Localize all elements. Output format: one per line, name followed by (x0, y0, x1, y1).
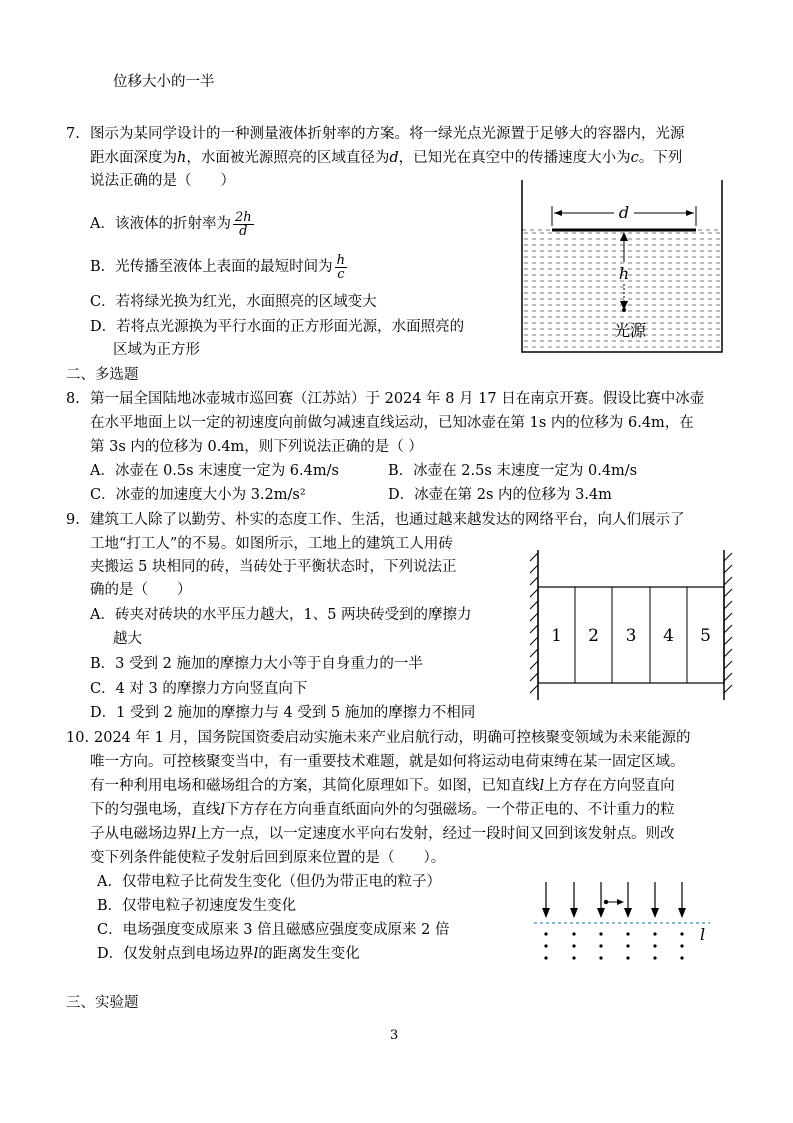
q9-option-a-cont: 越大 (113, 631, 142, 647)
fig-label-light-source: 光源 (613, 321, 647, 340)
light-source-point (622, 308, 626, 312)
q7-figure-container (516, 170, 731, 360)
q7-option-c: C．若将绿光换为红光，水面照亮的区域变大 (90, 294, 377, 310)
fig-label-d: d (618, 203, 630, 222)
q8-option-b: B．冰壶在 2.5s 末速度一定为 0.4m/s (388, 463, 638, 479)
particle (604, 900, 608, 904)
q7-number: 7. (66, 126, 80, 142)
q8-line3: 第 3s 内的位移为 0.4m，则下列说法正确的是（ ） (90, 439, 423, 455)
q10-option-c: C．电场强度变成原来 3 倍且磁感应强度变成原来 2 倍 (97, 922, 450, 938)
q7-line2: 距水面深度为h，水面被光源照亮的区域直径为d，已知光在真空中的传播速度大小为c。下列 (90, 150, 683, 166)
section-title-experiment: 三、实验题 (66, 995, 139, 1011)
q10-number: 10. (66, 730, 90, 746)
electric-field-lines (546, 882, 682, 912)
q9-number: 9. (66, 512, 80, 528)
brick-label-2: 2 (588, 626, 599, 646)
page-number: 3 (390, 1028, 399, 1043)
q7-option-b: B．光传播至液体上表面的最短时间为 $\frac{h}{c}$ (90, 252, 346, 282)
section-title-multiple-choice: 二、多选题 (66, 367, 139, 383)
q9-option-d: D．1 受到 2 施加的摩擦力与 4 受到 5 施加的摩擦力不相同 (90, 705, 476, 721)
q7-option-d-cont: 区域为正方形 (113, 342, 200, 358)
q8-number: 8. (66, 391, 80, 407)
q10-line2: 唯一方向。可控核聚变当中，有一重要技术难题，就是如何将运动电荷束缚在某一固定区域。 (90, 754, 685, 770)
q9-line1: 建筑工人除了以勤劳、朴实的态度工作、生活，也通过越来越发达的网络平台，向人们展示了 (90, 512, 685, 528)
q9-figure-container (528, 545, 743, 710)
q9-line3: 夹搬运 5 块相同的砖，当砖处于平衡状态时，下列说法正 (90, 559, 457, 575)
top-fragment: 位移大小的一半 (113, 74, 215, 90)
q7-line3: 说法正确的是（ ） (90, 173, 235, 189)
q10-line1: 2024 年 1 月，国务院国资委启动实施未来产业启航行动，明确可控核聚变领域为未来能源的 (94, 730, 691, 746)
q9-line4: 确的是（ ） (90, 582, 192, 598)
fig-label-h: h (618, 264, 630, 283)
q10-line6: 变下列条件能使粒子发射后回到原来位置的是（ ）。 (90, 850, 446, 866)
magnetic-field-dots (544, 932, 683, 959)
q8-option-c: C．冰壶的加速度大小为 3.2m/s² (90, 487, 306, 503)
q8-option-d: D．冰壶在第 2s 内的位移为 3.4m (388, 487, 612, 503)
q8-line2: 在水平地面上以一定的初速度向前做匀减速直线运动，已知冰壶在第 1s 内的位移为 6.4m，在 (90, 415, 694, 431)
brick-label-5: 5 (700, 626, 711, 646)
q7-option-a: A．该液体的折射率为 $\frac{2h}{d}$ (90, 209, 252, 239)
q7-option-d: D．若将点光源换为平行水面的正方形面光源，水面照亮的 (90, 319, 465, 335)
q10-figure-container (530, 878, 720, 966)
q10-option-b: B．仅带电粒子初速度发生变化 (97, 898, 297, 914)
velocity-arrow (617, 899, 624, 905)
q7-line1: 图示为某同学设计的一种测量液体折射率的方案。将一绿光点光源置于足够大的容器内，光源 (90, 126, 685, 142)
brick-label-3: 3 (625, 626, 637, 646)
q10-line5: 子从电磁场边界l上方一点，以一定速度水平向右发射，经过一段时间又回到该发射点。则改 (90, 826, 675, 842)
q9-option-c: C．4 对 3 的摩擦力方向竖直向下 (90, 681, 308, 697)
q10-option-d: D．仅发射点到电场边界l的距离发生变化 (97, 946, 360, 962)
q10-line4: 下的匀强电场，直线l下方存在方向垂直纸面向外的匀强磁场。一个带正电的、不计重力的粒 (90, 802, 675, 818)
brick-label-1: 1 (551, 626, 562, 646)
q8-option-a: A．冰壶在 0.5s 末速度一定为 6.4m/s (90, 463, 339, 479)
fig-label-l: l (700, 925, 706, 944)
q9-option-b: B．3 受到 2 施加的摩擦力大小等于自身重力的一半 (90, 656, 423, 672)
q9-option-a: A．砖夹对砖块的水平压力越大，1、5 两块砖受到的摩擦力 (90, 607, 472, 623)
q10-line3: 有一种利用电场和磁场组合的方案，其简化原理如下。如图，已知直线l上方存在方向竖直向 (90, 778, 675, 794)
q10-option-a: A．仅带电粒子比荷发生变化（但仍为带正电的粒子） (97, 874, 441, 890)
q7-option-a-fraction: $\frac{2h}{d}$ (234, 209, 252, 239)
q7-option-b-fraction: $\frac{h}{c}$ (336, 252, 346, 282)
brick-label-4: 4 (663, 626, 674, 646)
q8-line1: 第一届全国陆地冰壶城市巡回赛（江苏站）于 2024 年 8 月 17 日在南京开赛。假设比赛中冰壶 (90, 391, 705, 407)
q9-line2: 工地“打工人”的不易。如图所示，工地上的建筑工人用砖 (90, 536, 453, 552)
